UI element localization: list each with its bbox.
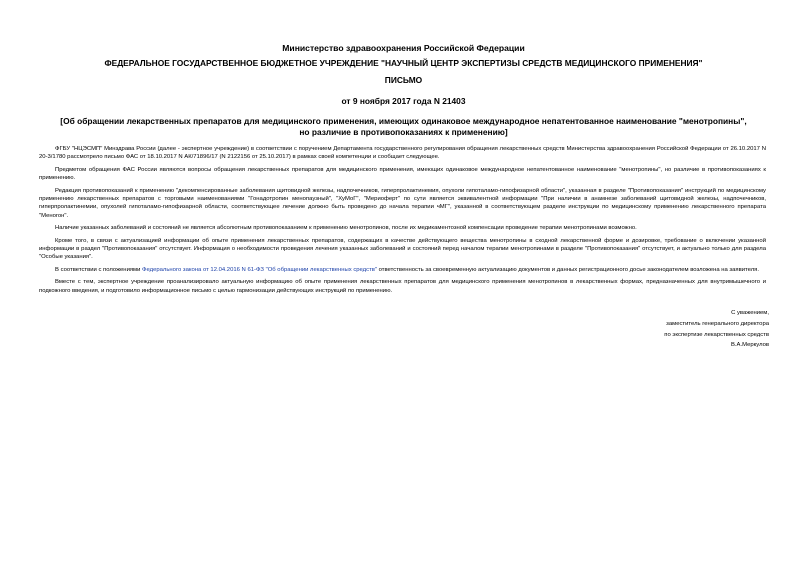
document-date-number: от 9 ноября 2017 года N 21403 xyxy=(341,96,466,106)
signature-name: В.А.Меркулов xyxy=(730,342,769,349)
signature-block xyxy=(569,308,769,351)
document-subject xyxy=(0,116,807,137)
paragraph-1: ФГБУ "НЦЭСМП" Минздрава России (далее - экспертное учреждение) в соответствии с поручением Департамента государственного регулирования обращения лекарственных средств Министерства здравоохранения Российской Федерации от 26.10.2017 N 20-3/1780 рассмотрело письмо ФАС от 18.10.2017 N АК/71896/17 (N 2122156 от 25.10.2017) в рамках своей компетенции и сообщает следующее. xyxy=(39,146,766,161)
paragraph-5: Кроме того, в связи с актуализацией информации об опыте применения лекарственных препаратов, содержащих в качестве действующего вещества менотропины в сходной лекарственной форме и дозировке, требование о включении указанной информации в раздел "Противопоказания" отсутствует. Информация о необходимости проведения лечения указанных заболеваний и состояний перед началом терапии менотропинами в разделе "Противопоказания" отсутствует, и актуально только для раздела "Особые указания". xyxy=(39,237,766,261)
subject-line-1: [Об обращении лекарственных препаратов для медицинского применения, имеющих одинаковое международное непатентованное наименование "менотропины", xyxy=(60,116,747,126)
subject-line-2: но различие в противопоказаниях к применению] xyxy=(299,126,508,137)
paragraph-2: Предметом обращения ФАС России являются вопросы обращения лекарственных препаратов для медицинского применения, имеющих одинаковое международное непатентованное наименование "менотропины", но различие в противопоказаниях к применению. xyxy=(39,166,766,182)
signature-closing: С уважением, xyxy=(731,310,769,316)
paragraph-law xyxy=(39,266,766,274)
ministry-title: Министерство здравоохранения Российской Федерации xyxy=(282,43,525,53)
signature-position-1: заместитель генерального директора xyxy=(666,320,769,327)
signature-position-2: по экспертизе лекарственных средств xyxy=(664,331,769,338)
law-text-before: В соответствии с положениями xyxy=(55,266,143,273)
letter-body xyxy=(39,145,766,299)
paragraph-3: Редакция противопоказаний к применению "декомпенсированные заболевания щитовидной железы, надпочечников, гиперпролактинемия, опухоли гипоталамо-гипофизарной области", указанная в разделе "Противопоказания" инструкций по медицинскому применению лекарственных препаратов с торговыми наименованиями "Гонадотропин менопаузный", "ХуМоГ", "Мериоферт" по сути является эквивалентной информации "При наличии в анамнезе заболеваний щитовидной железы, надпочечников, гиперпролактинемии, опухолей гипоталамо-гипофизарной области, соответствующее лечение должно быть проведено до начала терапии чМГ", указанной в соответствующем разделе инструкции по медицинскому применению лекарственного препарата "Меногон". xyxy=(39,187,766,219)
federal-law-link[interactable]: Федерального закона от 12.04.2016 N 61-ФЗ "Об обращении лекарственных средств" xyxy=(142,266,377,273)
paragraph-final: Вместе с тем, экспертное учреждение проанализировало актуальную информацию об опыте применения лекарственных препаратов для медицинского применения менотропинов в лекарственных формах, предназначенных для внутримышечного и подкожного введения, и подготовило информационное письмо с целью гармонизации действующих инструкций по применению. xyxy=(39,279,766,294)
institution-title: ФЕДЕРАЛЬНОЕ ГОСУДАРСТВЕННОЕ БЮДЖЕТНОЕ УЧРЕЖДЕНИЕ "НАУЧНЫЙ ЦЕНТР ЭКСПЕРТИЗЫ СРЕДСТВ МЕДИЦИНСКОГО ПРИМЕНЕНИЯ" xyxy=(104,58,703,68)
law-text-after: ответственность за своевременную актуализацию документов и данных регистрационного досье законодателем возложена на заявителя. xyxy=(377,266,759,273)
paragraph-4: Наличие указанных заболеваний и состояний не является абсолютным противопоказанием к применению менотропинов, после их медикаментозной компенсации проведение терапии менотропинами возможно. xyxy=(55,225,637,232)
document-type: ПИСЬМО xyxy=(384,75,423,85)
